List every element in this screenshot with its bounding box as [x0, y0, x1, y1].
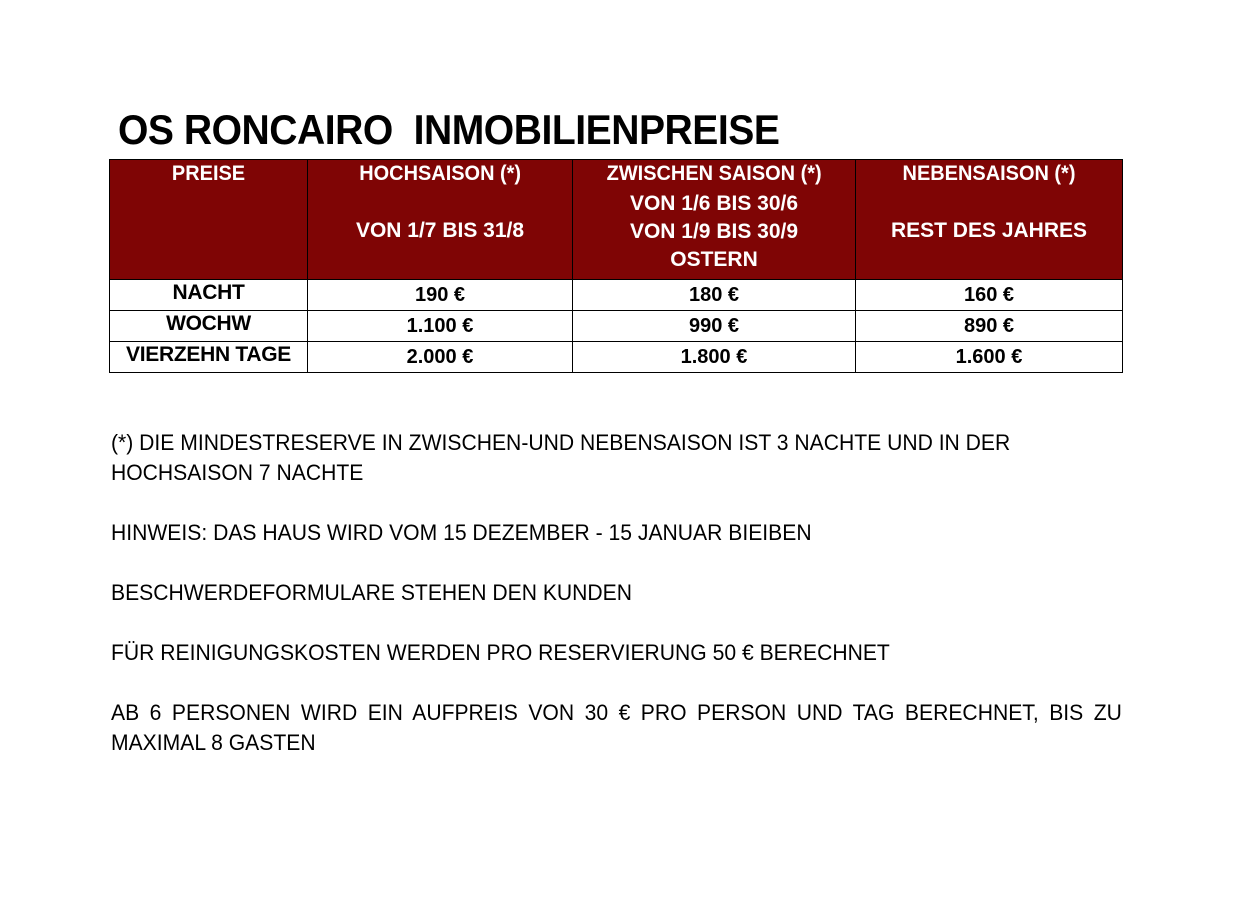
price-cell: 1.600 € — [856, 342, 1123, 373]
price-cell: 2.000 € — [308, 342, 573, 373]
row-label: WOCHW — [110, 311, 308, 342]
price-cell: 1.100 € — [308, 311, 573, 342]
header-date-range: VON 1/7 BIS 31/8 — [355, 219, 525, 242]
header-date-range: VON 1/6 BIS 30/6 — [629, 192, 799, 215]
header-cell-nebensaison — [856, 160, 1123, 280]
price-cell: 180 € — [573, 280, 856, 311]
note-closure: HINWEIS: DAS HAUS WIRD VOM 15 DEZEMBER - 15 JANUAR BIEIBEN — [111, 520, 812, 545]
price-cell: 990 € — [573, 311, 856, 342]
header-date-range: VON 1/9 BIS 30/9 — [629, 220, 799, 243]
table-header-row — [110, 160, 1123, 280]
header-cell-zwischen-saison — [573, 160, 856, 280]
note-minimum-stay: (*) DIE MINDESTRESERVE IN ZWISCHEN-UND NEBENSAISON IST 3 NACHTE UND IN DER HOCHSAISON 7 NACHTE — [111, 430, 1011, 485]
row-label: VIERZEHN TAGE — [110, 342, 308, 373]
page-title: OS RONCAIRO INMOBILIENPREISE — [118, 106, 780, 154]
header-title: NEBENSAISON (*) — [902, 162, 1076, 185]
price-cell: 160 € — [856, 280, 1123, 311]
row-label: NACHT — [110, 280, 308, 311]
price-cell: 890 € — [856, 311, 1123, 342]
note-extra-guests: AB 6 PERSONEN WIRD EIN AUFPREIS VON 30 € PRO PERSON UND TAG BERECHNET, BIS ZU MAXIMAL 8 GASTEN — [111, 700, 1122, 755]
note-complaint-forms: BESCHWERDEFORMULARE STEHEN DEN KUNDEN — [111, 580, 633, 605]
header-title: ZWISCHEN SAISON (*) — [606, 162, 822, 185]
table-row — [110, 342, 1123, 373]
note-cleaning-fee: FÜR REINIGUNGSKOSTEN WERDEN PRO RESERVIERUNG 50 € BERECHNET — [111, 640, 890, 665]
header-cell-preise — [110, 160, 308, 280]
header-date-range: REST DES JAHRES — [890, 219, 1088, 242]
header-date-range: OSTERN — [670, 248, 758, 271]
price-cell: 1.800 € — [573, 342, 856, 373]
header-title: HOCHSAISON (*) — [359, 162, 521, 185]
notes-section — [111, 428, 1122, 788]
price-table — [109, 159, 1123, 373]
table-row — [110, 311, 1123, 342]
header-title: PREISE — [171, 162, 246, 185]
price-cell: 190 € — [308, 280, 573, 311]
table-row — [110, 280, 1123, 311]
header-cell-hochsaison — [308, 160, 573, 280]
